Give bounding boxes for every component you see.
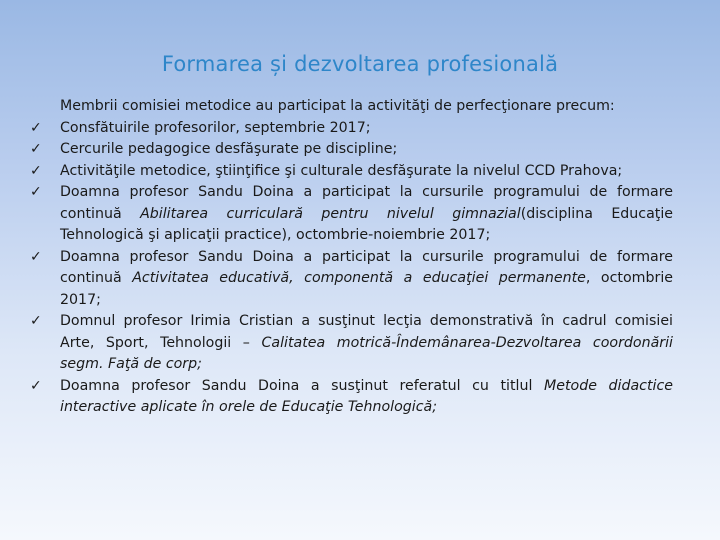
- list-item-text-part1: Domnul profesor Irimia Cristian a susţinut lecţia demonstrativă în cadrul comisiei Arte, Sport, Tehnologii –: [60, 313, 673, 351]
- list-item-text-part2: (disciplina Educaţie Tehnologică şi aplicaţii practice), octombrie-noiembrie 2017;: [60, 205, 674, 243]
- checkmark-icon: ✓: [30, 119, 42, 136]
- list-item-text: [60, 311, 673, 376]
- list-item: [30, 311, 673, 376]
- checkmark-icon: ✓: [30, 162, 42, 179]
- list-item-text: [60, 376, 673, 419]
- list-item-text: Activităţile metodice, ştiinţifice şi culturale desfăşurate la nivelul CCD Prahova;: [60, 162, 623, 179]
- list-item: [30, 118, 673, 140]
- checkmark-icon: ✓: [30, 377, 42, 394]
- checkmark-icon: ✓: [30, 248, 42, 265]
- list-item-text: [60, 247, 673, 312]
- list-item: [30, 161, 673, 183]
- list-item-text: Consfătuirile profesorilor, septembrie 2017;: [60, 119, 371, 136]
- paper-title: Metode didactice interactive aplicate în orele de Educaţie Tehnologică;: [60, 377, 673, 415]
- list-item: [30, 247, 673, 312]
- course-title: Abilitarea curriculară pentru nivelul gimnazial: [140, 205, 521, 222]
- list-item-text: Cercurile pedagogice desfăşurate pe discipline;: [60, 141, 398, 157]
- slide-title: Formarea și dezvoltarea profesională: [161, 52, 559, 76]
- list-item: [30, 182, 673, 247]
- list-item: [30, 139, 673, 161]
- list-item-text-part1: Doamna profesor Sandu Doina a participat la cursurile programului de formare continuă: [60, 248, 673, 286]
- list-item-text-part1: Doamna profesor Sandu Doina a participat la cursurile programului de formare continuă: [60, 184, 673, 222]
- list-item-text: [60, 182, 673, 247]
- intro-text: Membrii comisiei metodice au participat la activităţi de perfecţionare precum:: [60, 98, 615, 114]
- list-item-text-part2: , octombrie 2017;: [60, 270, 673, 308]
- list-item-text-part1: Doamna profesor Sandu Doina a susţinut referatul cu titlul: [60, 377, 544, 394]
- list-item: [30, 376, 673, 419]
- checkmark-icon: ✓: [30, 184, 42, 200]
- checkmark-icon: ✓: [30, 141, 42, 157]
- content-block: [30, 96, 673, 419]
- checkmark-icon: ✓: [30, 313, 42, 329]
- course-title: Activitatea educativă, componentă a educaţiei permanente: [132, 270, 586, 286]
- lesson-title: Calitatea motrică-Îndemânarea-Dezvoltarea coordonării segm. Faţă de corp;: [60, 334, 673, 372]
